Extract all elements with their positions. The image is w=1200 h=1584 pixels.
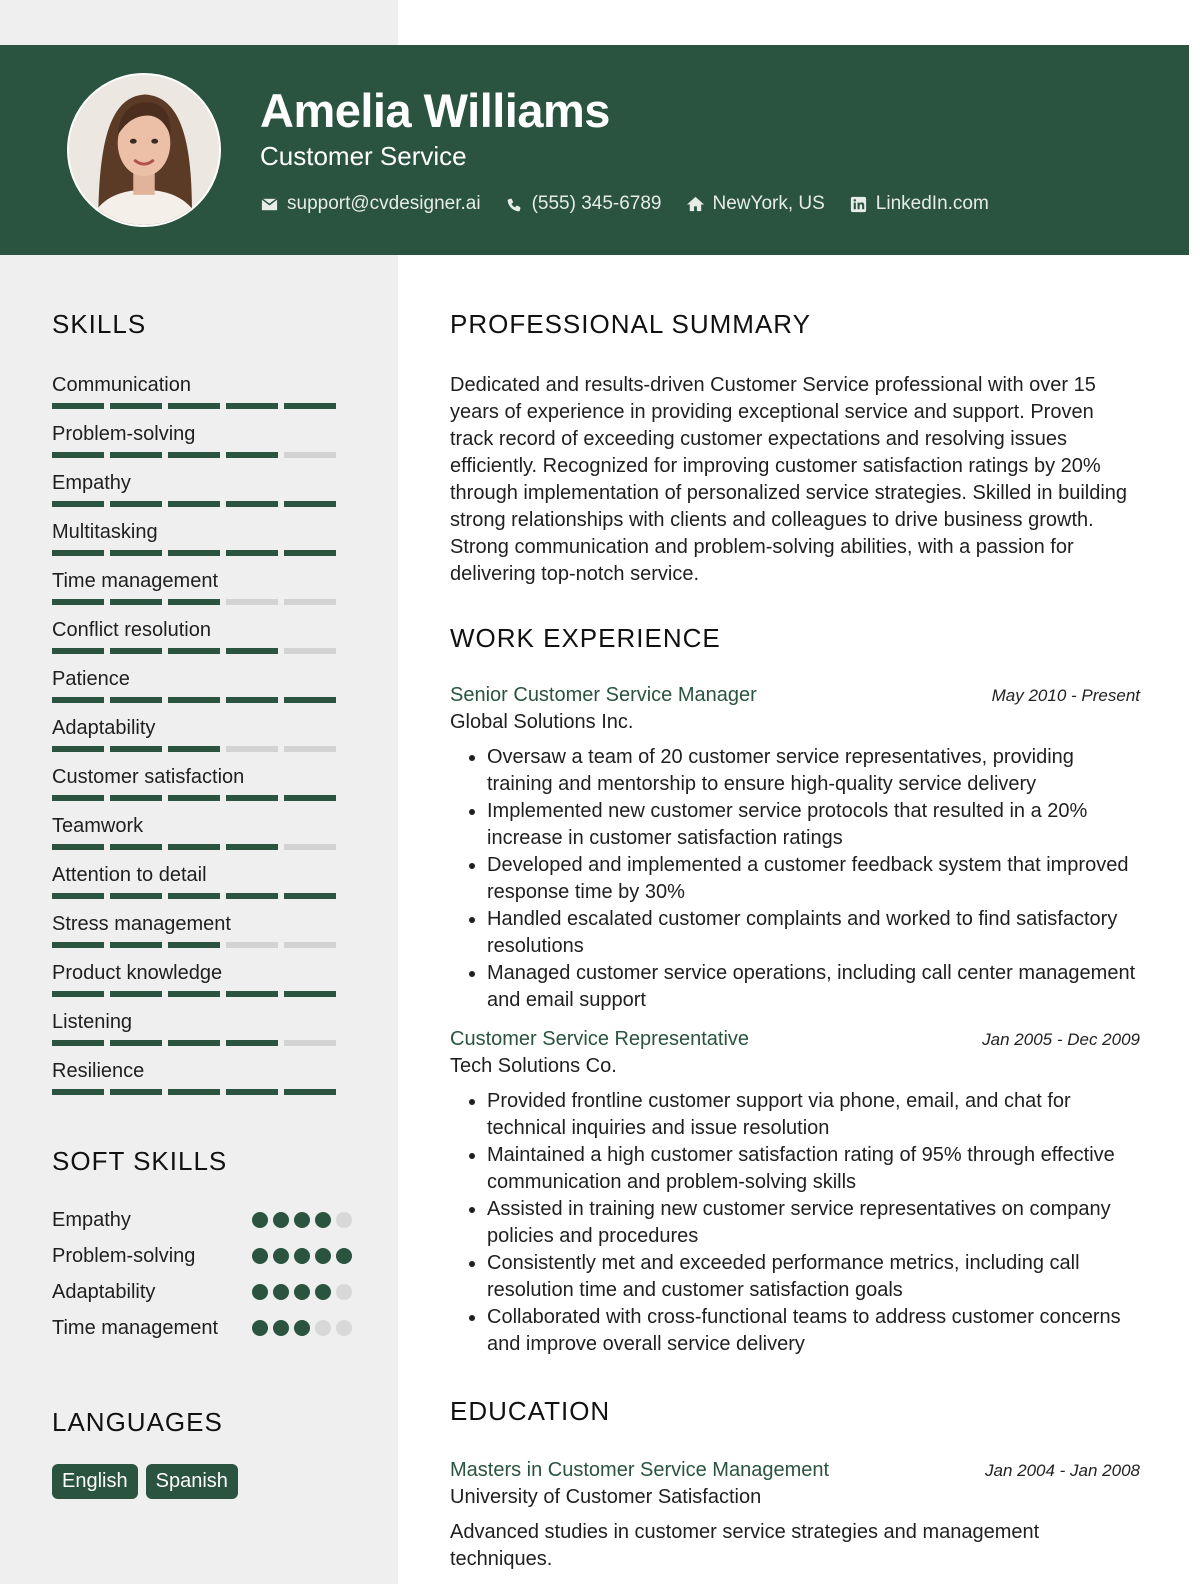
skill-level-segment (168, 1089, 220, 1095)
education-section (450, 1396, 1140, 1573)
skill-level-segment (168, 648, 220, 654)
job-bullet: • Maintained a high customer satisfaction rating of 95% through effective communication and problem-solving skills (487, 1142, 1140, 1196)
candidate-name: Amelia Williams (260, 84, 610, 137)
skill-name: Resilience (52, 1060, 145, 1082)
skill-level-segment (226, 991, 278, 997)
skill-name: Communication (52, 374, 191, 396)
skill-level-segment (168, 599, 220, 605)
job-company: Global Solutions Inc. (450, 711, 634, 733)
soft-skill-name: Problem-solving (52, 1245, 196, 1267)
summary-section (450, 309, 1140, 588)
skill-level-segment (168, 501, 220, 507)
skill-name: Teamwork (52, 815, 144, 837)
skill-name: Empathy (52, 472, 131, 494)
job-bullets (450, 744, 1140, 1014)
skill-level-bar (52, 550, 352, 556)
skill-item (52, 765, 352, 814)
skill-item (52, 1010, 352, 1059)
avatar-photo (69, 75, 219, 225)
skill-name: Attention to detail (52, 864, 207, 886)
skill-level-segment (52, 403, 104, 409)
job-bullet: • Handled escalated customer complaints and worked to find satisfactory resolutions (487, 906, 1140, 960)
skill-level-segment (226, 697, 278, 703)
skill-level-segment (284, 1089, 336, 1095)
skill-name: Adaptability (52, 717, 156, 739)
soft-skill-item (52, 1207, 352, 1233)
skill-level-segment (110, 1089, 162, 1095)
skill-level-segment (52, 452, 104, 458)
rating-dot (315, 1320, 331, 1336)
job-bullets (450, 1088, 1140, 1358)
location-text: NewYork, US (712, 193, 825, 214)
skill-level-segment (226, 746, 278, 752)
skill-item (52, 373, 352, 422)
skill-name: Stress management (52, 913, 231, 935)
skills-section (52, 309, 352, 1108)
home-icon (686, 195, 705, 214)
phone-text: (555) 345-6789 (531, 193, 662, 214)
skill-item (52, 912, 352, 961)
job-title: Customer Service Representative (450, 1028, 750, 1050)
skill-level-segment (226, 550, 278, 556)
skill-level-segment (284, 501, 336, 507)
soft-skill-name: Adaptability (52, 1281, 156, 1303)
skill-item (52, 667, 352, 716)
job-header (450, 1028, 1140, 1051)
skill-level-segment (52, 893, 104, 899)
skill-level-segment (284, 452, 336, 458)
skill-level-segment (168, 550, 220, 556)
skill-level-segment (110, 795, 162, 801)
rating-dot (273, 1320, 289, 1336)
skill-level-segment (52, 1089, 104, 1095)
job-entry (450, 684, 1140, 1014)
soft-skill-name: Time management (52, 1317, 218, 1339)
header (0, 45, 1189, 255)
skill-level-segment (168, 403, 220, 409)
skill-level-segment (110, 452, 162, 458)
job-bullet: • Developed and implemented a customer feedback system that improved response time by 30% (487, 852, 1140, 906)
skill-level-bar (52, 1089, 352, 1095)
job-bullet: • Collaborated with cross-functional teams to address customer concerns and improve overall service delivery (487, 1304, 1140, 1358)
skill-level-segment (52, 501, 104, 507)
skill-name: Multitasking (52, 521, 158, 543)
skill-level-segment (226, 844, 278, 850)
skill-level-segment (284, 1040, 336, 1046)
skill-level-segment (110, 1040, 162, 1046)
work-section (450, 623, 1140, 1358)
skill-level-segment (168, 1040, 220, 1046)
contact-location (686, 193, 825, 215)
education-description: Advanced studies in customer service strategies and management techniques. (450, 1521, 1040, 1570)
skill-level-segment (226, 1089, 278, 1095)
envelope-icon (260, 195, 279, 214)
skill-level-segment (226, 893, 278, 899)
skill-level-segment (52, 746, 104, 752)
job-list (450, 684, 1140, 1358)
skill-level-bar (52, 452, 352, 458)
skills-title: SKILLS (52, 309, 147, 339)
soft-skill-name: Empathy (52, 1209, 131, 1231)
skill-level-segment (168, 893, 220, 899)
job-entry (450, 1028, 1140, 1358)
rating-dot (336, 1320, 352, 1336)
rating-dot (315, 1284, 331, 1300)
rating-dot (336, 1248, 352, 1264)
contact-phone[interactable] (505, 193, 662, 215)
skill-level-bar (52, 1040, 352, 1046)
soft-skill-item (52, 1279, 352, 1305)
job-bullet: • Provided frontline customer support via phone, email, and chat for technical inquiries and issue resolution (487, 1088, 1140, 1142)
skill-level-segment (52, 1040, 104, 1046)
skill-level-bar (52, 648, 352, 654)
skill-level-bar (52, 403, 352, 409)
school-name: University of Customer Satisfaction (450, 1486, 762, 1508)
rating-dot (315, 1248, 331, 1264)
skill-level-segment (226, 403, 278, 409)
contact-linkedin[interactable] (849, 193, 989, 215)
skill-level-segment (110, 501, 162, 507)
skill-level-segment (168, 452, 220, 458)
soft-skill-rating (252, 1284, 352, 1300)
skill-level-segment (284, 746, 336, 752)
job-date: Jan 2005 - Dec 2009 (982, 1030, 1140, 1049)
skill-level-segment (284, 991, 336, 997)
rating-dot (252, 1320, 268, 1336)
candidate-role: Customer Service (260, 141, 467, 171)
skill-level-bar (52, 991, 352, 997)
skill-name: Problem-solving (52, 423, 196, 445)
skill-name: Product knowledge (52, 962, 223, 984)
skill-name: Time management (52, 570, 218, 592)
job-title: Senior Customer Service Manager (450, 684, 757, 706)
language-badge: Spanish (146, 1464, 238, 1499)
education-title: EDUCATION (450, 1396, 611, 1426)
skill-name: Customer satisfaction (52, 766, 245, 788)
summary-text: Dedicated and results-driven Customer Service professional with over 15 years of experience in providing exceptional service and support. Proven track record of exceeding customer expectations and resolving issues efficiently. Recognized for improving customer satisfaction ratings by 20% through implementation of personalized service strategies. Skilled in building strong relationships with clients and colleagues to drive business growth. Strong communication and problem-solving abilities, with a passion for delivering top-notch service. (450, 374, 1128, 585)
skill-level-bar (52, 942, 352, 948)
rating-dot (273, 1212, 289, 1228)
rating-dot (273, 1284, 289, 1300)
skill-level-segment (52, 795, 104, 801)
skill-level-segment (284, 942, 336, 948)
skill-level-segment (110, 697, 162, 703)
rating-dot (252, 1248, 268, 1264)
rating-dot (294, 1320, 310, 1336)
rating-dot (252, 1212, 268, 1228)
job-bullet: • Oversaw a team of 20 customer service representatives, providing training and mentorship to ensure high-quality service delivery (487, 744, 1140, 798)
skill-level-segment (226, 648, 278, 654)
skill-level-segment (284, 795, 336, 801)
soft-skills-title: SOFT SKILLS (52, 1146, 228, 1176)
skill-level-segment (284, 648, 336, 654)
skill-level-segment (52, 844, 104, 850)
education-entry (450, 1459, 1140, 1573)
skill-level-segment (168, 991, 220, 997)
soft-skill-rating (252, 1320, 352, 1336)
skill-level-segment (226, 795, 278, 801)
job-bullet: • Assisted in training new customer service representatives on company policies and procedures (487, 1196, 1140, 1250)
skill-level-segment (52, 550, 104, 556)
job-date: May 2010 - Present (991, 686, 1140, 705)
skill-item (52, 961, 352, 1010)
skill-level-segment (110, 746, 162, 752)
skill-level-segment (52, 991, 104, 997)
skill-level-segment (110, 942, 162, 948)
linkedin-icon (849, 195, 868, 214)
skill-item (52, 520, 352, 569)
job-bullet: • Managed customer service operations, including call center management and email support (487, 960, 1140, 1014)
languages-list (52, 1464, 352, 1499)
languages-section (52, 1407, 352, 1499)
skill-item (52, 618, 352, 667)
job-bullet: • Consistently met and exceeded performance metrics, including call resolution time and customer satisfaction goals (487, 1250, 1140, 1304)
skill-name: Patience (52, 668, 130, 690)
skill-level-segment (284, 550, 336, 556)
skill-level-bar (52, 893, 352, 899)
skill-level-bar (52, 697, 352, 703)
skill-level-bar (52, 746, 352, 752)
soft-skills-section (52, 1146, 352, 1351)
education-list (450, 1459, 1140, 1573)
degree-title: Masters in Customer Service Management (450, 1459, 830, 1481)
skill-level-segment (110, 893, 162, 899)
skill-level-segment (168, 795, 220, 801)
skill-level-bar (52, 844, 352, 850)
skill-level-segment (52, 648, 104, 654)
skill-level-segment (110, 599, 162, 605)
skill-item (52, 471, 352, 520)
linkedin-text: LinkedIn.com (875, 193, 989, 214)
skill-name: Conflict resolution (52, 619, 211, 641)
languages-title: LANGUAGES (52, 1407, 223, 1437)
skill-item (52, 814, 352, 863)
skill-item (52, 863, 352, 912)
avatar (67, 73, 221, 227)
soft-skill-rating (252, 1212, 352, 1228)
contact-email[interactable] (260, 193, 481, 215)
rating-dot (273, 1248, 289, 1264)
skill-level-segment (168, 697, 220, 703)
skill-level-segment (226, 501, 278, 507)
rating-dot (252, 1284, 268, 1300)
skill-item (52, 569, 352, 618)
rating-dot (315, 1212, 331, 1228)
skill-level-segment (226, 452, 278, 458)
skills-list (52, 373, 352, 1108)
skill-level-segment (168, 844, 220, 850)
skill-level-segment (168, 942, 220, 948)
skill-level-segment (110, 991, 162, 997)
rating-dot (294, 1248, 310, 1264)
skill-level-segment (284, 893, 336, 899)
skill-level-segment (284, 844, 336, 850)
job-bullet: • Implemented new customer service protocols that resulted in a 20% increase in customer satisfaction ratings (487, 798, 1140, 852)
education-header (450, 1459, 1140, 1482)
skill-level-segment (110, 844, 162, 850)
skill-item (52, 422, 352, 471)
skill-level-bar (52, 501, 352, 507)
skill-level-segment (110, 648, 162, 654)
job-header (450, 684, 1140, 707)
rating-dot (294, 1212, 310, 1228)
job-company: Tech Solutions Co. (450, 1055, 617, 1077)
contact-bar (260, 193, 989, 215)
skill-level-segment (284, 403, 336, 409)
rating-dot (294, 1284, 310, 1300)
skill-level-segment (52, 697, 104, 703)
rating-dot (336, 1212, 352, 1228)
skill-level-segment (110, 550, 162, 556)
skill-level-segment (168, 746, 220, 752)
skill-level-segment (52, 599, 104, 605)
skill-level-segment (226, 1040, 278, 1046)
skill-level-segment (226, 599, 278, 605)
skill-level-bar (52, 795, 352, 801)
skill-level-segment (226, 942, 278, 948)
skill-level-segment (110, 403, 162, 409)
skill-level-segment (284, 599, 336, 605)
skill-level-segment (284, 697, 336, 703)
language-badge: English (52, 1464, 138, 1499)
skill-name: Listening (52, 1011, 133, 1033)
email-text: support@cvdesigner.ai (287, 193, 481, 214)
skill-item (52, 716, 352, 765)
rating-dot (336, 1284, 352, 1300)
skill-level-segment (52, 942, 104, 948)
soft-skills-list (52, 1207, 352, 1341)
work-title: WORK EXPERIENCE (450, 623, 721, 653)
skill-item (52, 1059, 352, 1108)
soft-skill-item (52, 1315, 352, 1341)
education-date: Jan 2004 - Jan 2008 (984, 1461, 1140, 1480)
soft-skill-rating (252, 1248, 352, 1264)
skill-level-bar (52, 599, 352, 605)
soft-skill-item (52, 1243, 352, 1269)
summary-title: PROFESSIONAL SUMMARY (450, 309, 811, 339)
phone-icon (505, 195, 524, 214)
